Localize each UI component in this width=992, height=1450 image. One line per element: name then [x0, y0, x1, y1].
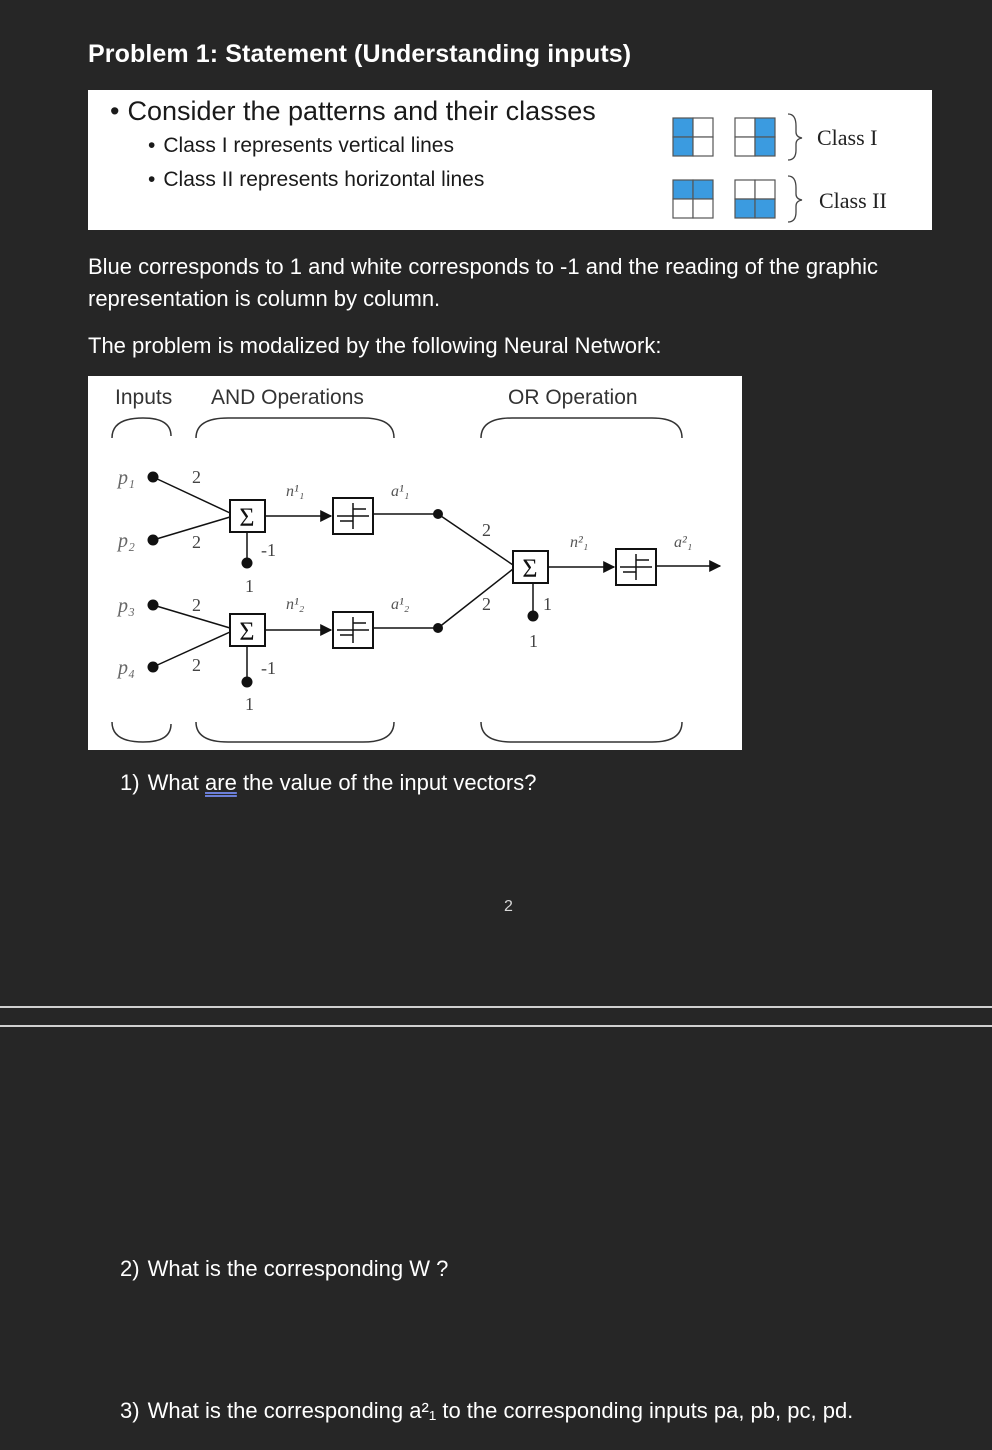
- net-label-n1-1: n¹₁: [286, 483, 305, 500]
- or-bias-weight-label: 1: [543, 594, 552, 614]
- bias-input-label: 1: [529, 631, 538, 651]
- out-label-a1-2: a¹₂: [391, 596, 410, 613]
- input-label-p4: p₄: [118, 657, 135, 679]
- pattern-figure: [88, 90, 932, 230]
- brace-class1: [788, 114, 802, 160]
- question-text: What is the corresponding a²₁ to the corresponding inputs pa, pb, pc, pd.: [147, 1398, 854, 1423]
- page-divider-top: [0, 1006, 992, 1008]
- question-number: 2): [120, 1256, 140, 1281]
- heading-or-operation: OR Operation: [508, 386, 638, 409]
- weight-label: 2: [192, 655, 201, 675]
- weight-label: 2: [192, 467, 201, 487]
- brace-top-and: [196, 418, 394, 438]
- sub-bullet-text: Class I represents vertical lines: [163, 134, 454, 157]
- bullet-dot: •: [110, 96, 120, 126]
- network-intro: The problem is modalized by the following Neural Network:: [88, 333, 662, 358]
- question-3: [120, 1398, 853, 1424]
- brace-top-inputs: [112, 418, 171, 438]
- network-svg: [88, 376, 742, 750]
- bias-weight-label: -1: [261, 658, 276, 678]
- pattern-class2-a: [673, 180, 713, 218]
- question-text: What is the corresponding W ?: [147, 1256, 449, 1281]
- pattern-class1-b: [735, 118, 775, 156]
- bias-node: [242, 558, 253, 569]
- weight-label: 2: [482, 520, 491, 540]
- bias-node: [242, 677, 253, 688]
- bias-input-label: 1: [245, 694, 254, 714]
- pattern-class1-a: [673, 118, 713, 156]
- class2-label: Class II: [819, 188, 887, 213]
- weight-line: [438, 514, 513, 565]
- weight-line: [438, 569, 513, 628]
- brace-bottom-or: [481, 722, 682, 742]
- sum-symbol: Σ: [522, 554, 538, 583]
- encoding-paragraph: Blue corresponds to 1 and white corresponds to -1 and the reading of the graphic representation is column by column.: [88, 254, 879, 311]
- net-label-n1-2: n¹₂: [286, 596, 305, 613]
- heading-inputs: Inputs: [115, 386, 173, 409]
- sum-symbol: Σ: [239, 617, 255, 646]
- bias-node: [528, 611, 539, 622]
- classes-box: [88, 90, 932, 230]
- neural-network-diagram: [88, 376, 742, 750]
- input-label-p1: p₁: [118, 467, 135, 489]
- bullet-dot: •: [148, 134, 156, 157]
- weight-label: 2: [192, 595, 201, 615]
- bias-input-label: 1: [245, 576, 254, 596]
- brace-top-or: [481, 418, 682, 438]
- spellcheck-underlined-word: are: [205, 770, 237, 795]
- main-bullet-text: Consider the patterns and their classes: [127, 96, 596, 126]
- pattern-class2-b: [735, 180, 775, 218]
- problem-title: Problem 1: Statement (Understanding inputs): [88, 40, 632, 68]
- net-label-n2-1: n²₁: [570, 534, 589, 551]
- heading-and-operations: AND Operations: [211, 386, 364, 409]
- question-text-pre: What: [147, 770, 206, 795]
- input-label-p2: p₂: [118, 530, 135, 552]
- out-label-a2-1: a²₁: [674, 534, 693, 551]
- brace-bottom-inputs: [112, 722, 171, 742]
- brace-bottom-and: [196, 722, 394, 742]
- out-label-a1-1: a¹₁: [391, 483, 410, 500]
- sum-symbol: Σ: [239, 503, 255, 532]
- weight-label: 2: [192, 532, 201, 552]
- class1-label: Class I: [817, 125, 878, 150]
- page-number: 2: [504, 898, 513, 915]
- sub-bullet-text: Class II represents horizontal lines: [163, 168, 485, 191]
- bullet-dot: •: [148, 168, 156, 191]
- question-number: 1): [120, 770, 140, 795]
- brace-class2: [788, 176, 802, 222]
- question-text-post: the value of the input vectors?: [236, 770, 537, 795]
- question-2: [120, 1256, 448, 1282]
- bias-weight-label: -1: [261, 540, 276, 560]
- input-label-p3: p₃: [118, 595, 135, 617]
- page-divider-bottom: [0, 1025, 992, 1027]
- question-1: [120, 770, 536, 796]
- weight-label: 2: [482, 594, 491, 614]
- question-number: 3): [120, 1398, 140, 1423]
